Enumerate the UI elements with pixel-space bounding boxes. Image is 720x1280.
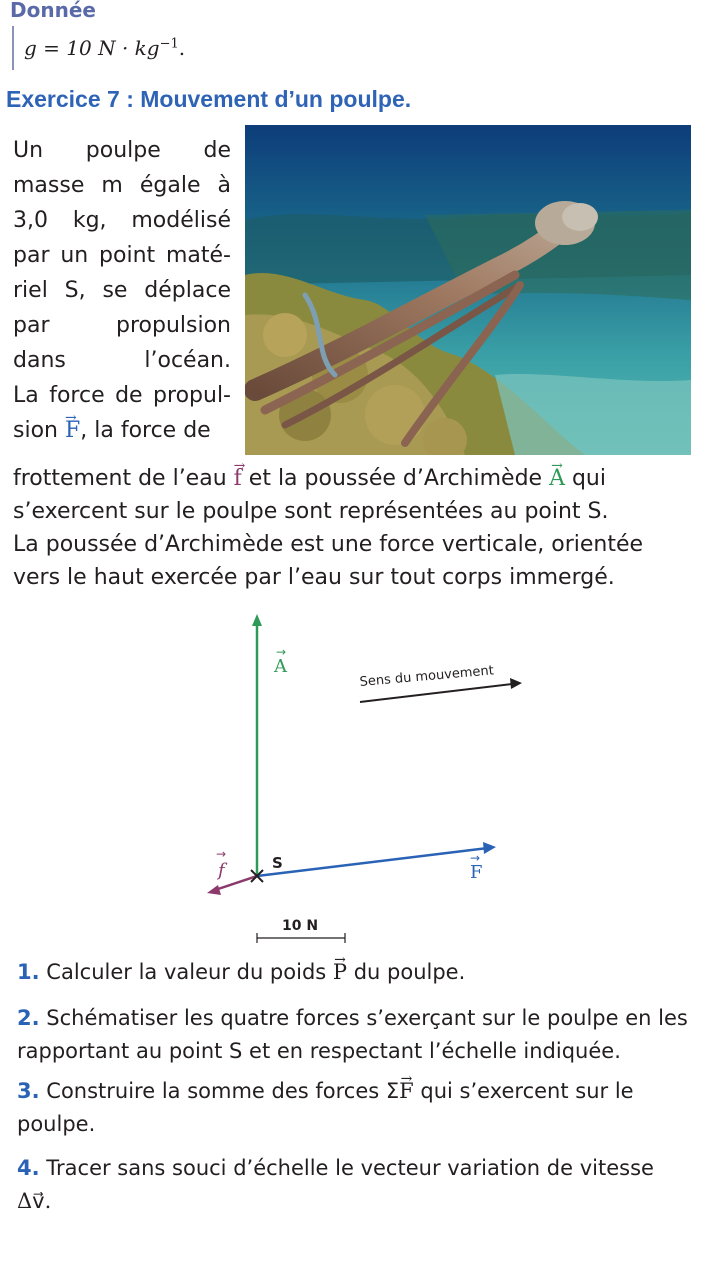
description-line-2: La poussée d’Archimède est une force verticale, orientée vers le haut exercée par l’eau sur tout corps immergé.	[13, 532, 644, 590]
vector-F-inline: → F	[65, 413, 80, 448]
scale-label: 10 N	[282, 918, 319, 934]
intro-line-8: La force de propul-	[13, 383, 231, 408]
vector-P-inline: → P	[333, 956, 347, 989]
intro-line-6: par propulsion	[13, 313, 231, 338]
vector-f-inline: → f	[234, 462, 242, 495]
question-1-number: 1.	[17, 960, 40, 984]
question-4-number: 4.	[17, 1156, 40, 1180]
donnee-formula-text: g = 10 N · kg	[24, 36, 160, 60]
description-line-1	[13, 462, 693, 528]
vector-f-label-arrow: →	[216, 847, 227, 861]
question-4-text: Tracer sans souci d’échelle le vecteur variation de vitesse	[46, 1156, 654, 1180]
donnee-title: Donnée	[10, 0, 96, 22]
point-S-label: S	[272, 854, 283, 872]
intro-line-3: 3,0 kg, modélisé	[13, 208, 231, 233]
vector-sumF-inline: → F	[399, 1075, 414, 1108]
question-1-pre: Calculer la valeur du poids	[46, 960, 333, 984]
question-4-line2: Δv⃗.	[17, 1189, 52, 1213]
vector-F-label-arrow: →	[470, 851, 481, 865]
vector-F-label: F	[470, 862, 483, 883]
intro-line-5: riel S, se déplace	[13, 278, 231, 303]
intro-line-1: Un poulpe de	[13, 138, 231, 163]
intro-line-9	[13, 413, 231, 448]
intro-text	[13, 133, 231, 448]
question-3-pre: Construire la somme des forces Σ	[46, 1079, 400, 1103]
vector-f-label: f	[218, 860, 225, 881]
para-post: qui s’exercent sur le poulpe sont représentées au point S.	[13, 466, 609, 524]
para-pre: frottement de l’eau	[13, 466, 234, 491]
question-2	[17, 1002, 697, 1068]
octopus-photo	[245, 125, 691, 455]
question-2-text: Schématiser les quatre forces s’exerçant sur le poulpe en les rapportant au point S et en respectant l’échelle indiquée.	[17, 1006, 688, 1063]
motion-label: Sens du mouvement	[359, 663, 495, 690]
question-1	[17, 956, 697, 989]
force-diagram-svg	[190, 610, 530, 950]
vector-A-inline: → A	[549, 462, 565, 495]
donnee-end: .	[178, 36, 186, 60]
question-3-post: qui s’exercent sur le poulpe.	[17, 1079, 634, 1136]
intro-line-7: dans l’océan.	[13, 348, 231, 373]
octopus-photo-svg	[245, 125, 691, 455]
vector-A-arrowhead	[252, 614, 262, 626]
vector-f-arrowhead	[207, 885, 221, 895]
exercise-title: Exercice 7 : Mouvement d’un poulpe.	[6, 86, 412, 112]
vector-F-arrowhead	[483, 842, 496, 854]
intro-last-pre: sion	[13, 418, 65, 443]
para-mid: et la poussée d’Archimède	[241, 466, 550, 491]
donnee-exponent: −1	[159, 36, 179, 52]
vector-F-line	[257, 848, 488, 876]
question-4	[17, 1152, 697, 1218]
question-2-number: 2.	[17, 1006, 40, 1030]
intro-line-2: masse m égale à	[13, 173, 231, 198]
motion-arrowhead	[510, 678, 522, 689]
vector-A-label-arrow: →	[276, 645, 287, 659]
intro-last-post: , la force de	[80, 418, 211, 443]
question-1-post: du poulpe.	[347, 960, 466, 984]
intro-line-4: par un point maté-	[13, 243, 231, 268]
force-diagram	[190, 610, 530, 950]
question-3	[17, 1075, 697, 1141]
description-paragraph	[13, 462, 693, 594]
vector-A-label: A	[274, 656, 287, 677]
donnee-formula	[24, 36, 185, 60]
question-3-number: 3.	[17, 1079, 40, 1103]
